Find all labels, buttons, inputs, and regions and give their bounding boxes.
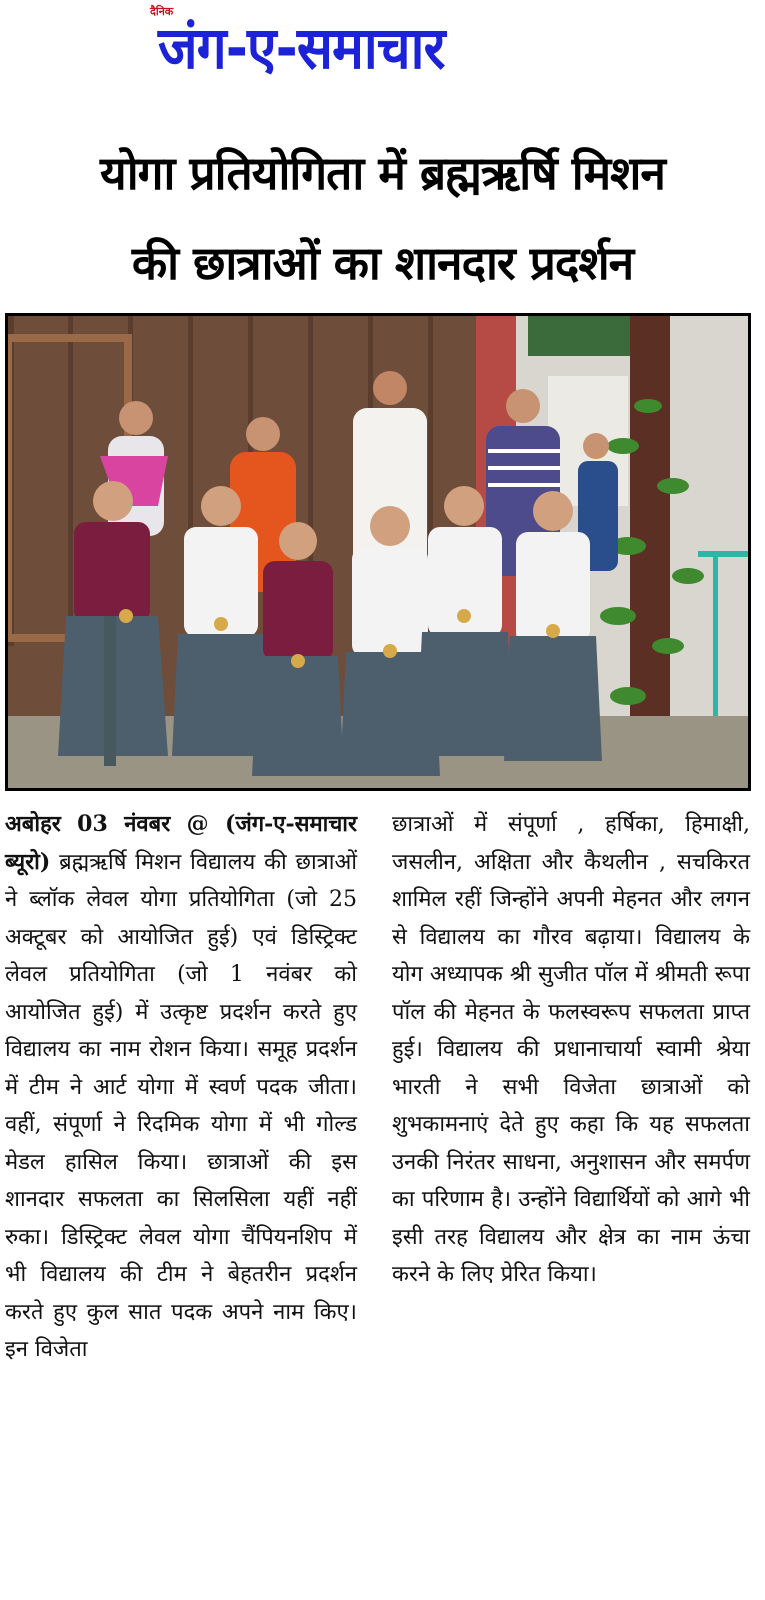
- headline-line-1: योगा प्रतियोगिता में ब्रह्मऋर्षि मिशन: [100, 146, 665, 200]
- headline: [10, 128, 755, 308]
- headline-line-2: की छात्राओं का शानदार प्रदर्शन: [131, 236, 634, 290]
- article-column-left: [5, 806, 357, 1369]
- article-body-left: ब्रह्मऋर्षि मिशन विद्यालय की छात्राओं ने ब्लॉक लेवल योगा प्रतियोगिता (जो 25 अक्टूबर को आयोजित हुई) एवं डिस्ट्रिक्ट लेवल प्रतियोगिता (जो 1 नवंबर को आयोजित हुई) में उत्कृष्ट प्रदर्शन करते हुए विद्यालय का नाम रोशन किया। समूह प्रदर्शन में टीम ने आर्ट योगा में स्वर्ण पदक जीता। वहीं, संपूर्णा ने रिदमिक योगा में भी गोल्ड मेडल हासिल किया। छात्राओं की इस शानदार सफलता का सिलसिला यहीं नहीं रुका। डिस्ट्रिक्ट लेवल योगा चैंपियनशिप में भी विद्यालय की टीम ने बेहतरीन प्रदर्शन करते हुए कुल सात पदक अपने नाम किए। इन विजेता: [5, 849, 357, 1362]
- masthead: [150, 4, 590, 90]
- newspaper-title: जंग-ए-समाचार: [158, 14, 445, 82]
- masthead-tagline: दैनिक: [150, 5, 174, 18]
- article-column-right: [392, 806, 750, 1294]
- dateline: अबोहर 03 नंवबर @ (जंग-ए-समाचार ब्यूरो): [5, 811, 357, 875]
- article-body-right: छात्राओं में संपूर्णा , हर्षिका, हिमाक्षी, जसलीन, अक्षिता और कैथलीन , सचकिरत शामिल रहीं जिन्होंने अपनी मेहनत और लगन से विद्यालय का गौरव बढ़ाया। विद्यालय के योग अध्यापक श्री सुजीत पॉल में श्रीमती रूपा पॉल की मेहनत के फलस्वरूप सफलता प्राप्त हुई। विद्यालय की प्रधानाचार्या स्वामी श्रेया भारती ने सभी विजेता छात्राओं को शुभकामनाएं देते हुए कहा कि यह सफलता उनकी निरंतर साधना, अनुशासन और समर्पण का परिणाम है। उन्होंने विद्यार्थियों को आगे भी इसी तरह विद्यालय और क्षेत्र का नाम ऊंचा करने के लिए प्रेरित किया।: [392, 812, 750, 1287]
- group-photo: [5, 313, 751, 791]
- group-photo-illustration: [8, 316, 748, 788]
